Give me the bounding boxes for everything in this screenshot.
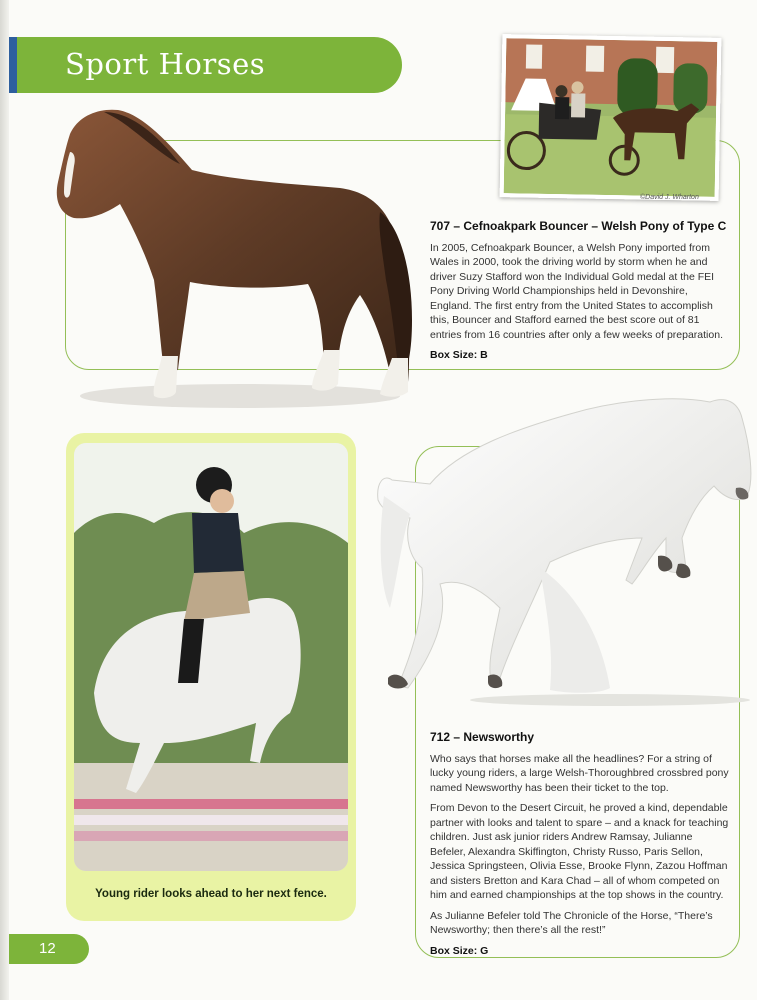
jumping-scene xyxy=(74,443,348,871)
jumping-pony-photo xyxy=(74,443,348,871)
carriage-driving-photo xyxy=(500,34,722,201)
section-title: Sport Horses xyxy=(65,47,266,81)
photo-caption: Young rider looks ahead to her next fence. xyxy=(95,888,327,900)
product-2-text xyxy=(430,730,730,958)
product-1-text xyxy=(430,219,730,363)
page-number-tab xyxy=(9,934,89,964)
product-2-paragraph: As Julianne Befeler told The Chronicle of the Horse, “There’s Newsworthy; then there’s all the rest!” xyxy=(430,909,713,936)
white-horse-model-image xyxy=(370,388,755,718)
banner-accent xyxy=(9,37,17,93)
caption-panel xyxy=(66,433,356,921)
product-2-box-size: Box Size: G xyxy=(430,944,489,957)
brown-horse-model-image xyxy=(40,100,420,418)
product-1-heading: 707 – Cefnoakpark Bouncer – Welsh Pony of Type C xyxy=(430,219,727,233)
binding-edge xyxy=(0,0,9,1000)
photo-credit: ©David J. Wharton xyxy=(640,194,699,201)
product-2-paragraph: Who says that horses make all the headlines? For a string of lucky young riders, a large Welsh-Thoroughbred crossbred pony named Newsworthy has been their ticket to the top. xyxy=(430,752,729,794)
page-number: 12 xyxy=(39,940,56,957)
product-2-heading: 712 – Newsworthy xyxy=(430,730,535,744)
product-2-paragraph: From Devon to the Desert Circuit, he proved a kind, dependable partner with looks and talent to spare – and a knack for teaching children. Just ask junior riders Andrew Ramsay, Julianne Befeler, Alexandra Skiffington, Christy Russo, Paris Sellon, Jessica Springsteen, Olivia Esse, Brooke Flynn, Zazou Hoffman and sisters Bretton and Kara Chad – all of whom competed on him and earned championships at the top shows in the country. xyxy=(430,802,729,901)
carriage-scene xyxy=(504,38,718,197)
section-banner xyxy=(9,37,402,93)
product-1-body: In 2005, Cefnoakpark Bouncer, a Welsh Pony imported from Wales in 2000, took the driving world by storm when he and driver Suzy Stafford won the Individual Gold medal at the FEI Pony Driving World Championships held in Devonshire, England. The first entry from the United States to accomplish this, Bouncer and Stafford earned the best score out of 81 entries from 16 countries after only a few weeks of preparation. xyxy=(430,241,723,341)
product-1-box-size: Box Size: B xyxy=(430,349,488,361)
